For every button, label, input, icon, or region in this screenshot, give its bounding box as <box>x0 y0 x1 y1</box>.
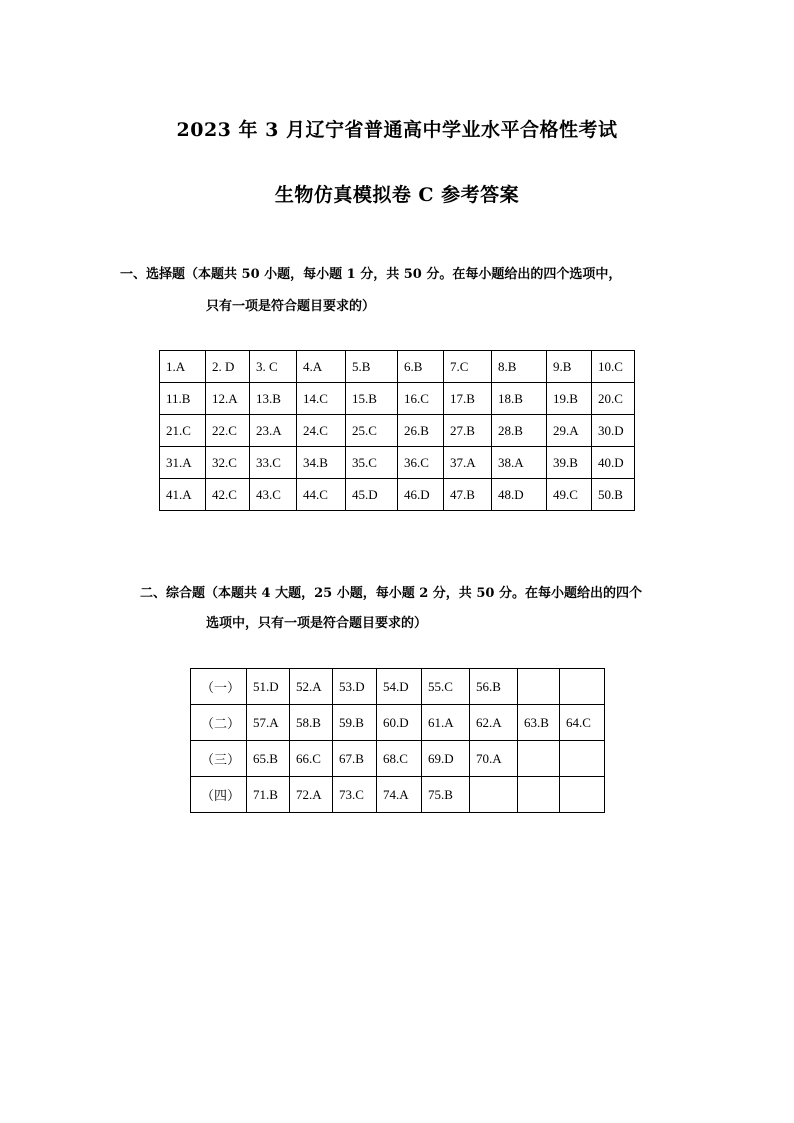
answer-cell: 44.C <box>297 479 346 511</box>
answer-cell: 75.B <box>422 777 470 813</box>
table-row <box>191 741 605 777</box>
answer-cell: 38.A <box>492 447 547 479</box>
answer-cell: 13.B <box>250 383 297 415</box>
section1-heading-line2: 只有一项是符合题目要求的） <box>206 299 376 314</box>
answer-cell: 15.B <box>346 383 398 415</box>
answer-cell: 36.C <box>398 447 444 479</box>
answer-cell: 12.A <box>206 383 250 415</box>
table-row <box>160 383 635 415</box>
answer-cell: 29.A <box>547 415 592 447</box>
answer-cell: 4.A <box>297 351 346 383</box>
answer-cell: 68.C <box>377 741 422 777</box>
answer-cell: 2. D <box>206 351 250 383</box>
answer-cell: 40.D <box>592 447 635 479</box>
answer-cell: 26.B <box>398 415 444 447</box>
group-label: （一） <box>191 669 247 705</box>
answer-cell <box>560 669 605 705</box>
answer-cell: 66.C <box>290 741 333 777</box>
answer-cell <box>518 777 560 813</box>
answer-cell: 34.B <box>297 447 346 479</box>
answer-cell: 72.A <box>290 777 333 813</box>
comprehensive-answer-table <box>190 668 605 813</box>
answer-cell: 43.C <box>250 479 297 511</box>
table-row <box>160 479 635 511</box>
answer-cell: 16.C <box>398 383 444 415</box>
answer-cell: 22.C <box>206 415 250 447</box>
answer-cell: 17.B <box>444 383 492 415</box>
table-row <box>160 447 635 479</box>
answer-cell: 11.B <box>160 383 206 415</box>
answer-cell <box>518 669 560 705</box>
answer-cell: 65.B <box>247 741 290 777</box>
answer-cell: 14.C <box>297 383 346 415</box>
section2-heading-line1: 二、综合题（本题共 4 大题，25 小题，每小题 2 分，共 50 分。在每小题给出的四个 <box>140 586 642 601</box>
answer-cell: 60.D <box>377 705 422 741</box>
answer-cell: 62.A <box>470 705 518 741</box>
answer-cell: 3. C <box>250 351 297 383</box>
answer-cell: 8.B <box>492 351 547 383</box>
answer-cell: 1.A <box>160 351 206 383</box>
answer-cell: 45.D <box>346 479 398 511</box>
answer-cell: 24.C <box>297 415 346 447</box>
table-row <box>191 669 605 705</box>
answer-cell: 30.D <box>592 415 635 447</box>
answer-cell: 41.A <box>160 479 206 511</box>
section1-heading-line1: 一、选择题（本题共 50 小题，每小题 1 分，共 50 分。在每小题给出的四个选项中， <box>120 267 622 282</box>
answer-cell: 71.B <box>247 777 290 813</box>
answer-cell: 46.D <box>398 479 444 511</box>
document-title-line2: 生物仿真模拟卷 C 参考答案 <box>274 184 520 206</box>
answer-cell: 35.C <box>346 447 398 479</box>
section2-heading-line2: 选项中，只有一项是符合题目要求的） <box>206 616 428 631</box>
answer-cell: 21.C <box>160 415 206 447</box>
multiple-choice-answer-table <box>159 350 635 511</box>
answer-cell: 32.C <box>206 447 250 479</box>
answer-cell: 10.C <box>592 351 635 383</box>
answer-cell: 51.D <box>247 669 290 705</box>
answer-cell: 7.C <box>444 351 492 383</box>
document-title-line1: 2023 年 3 月辽宁省普通高中学业水平合格性考试 <box>176 119 618 141</box>
answer-cell: 23.A <box>250 415 297 447</box>
table-row <box>191 705 605 741</box>
answer-cell: 57.A <box>247 705 290 741</box>
answer-cell <box>560 741 605 777</box>
group-label: （二） <box>191 705 247 741</box>
answer-cell: 20.C <box>592 383 635 415</box>
group-label: （三） <box>191 741 247 777</box>
answer-cell: 74.A <box>377 777 422 813</box>
answer-cell: 52.A <box>290 669 333 705</box>
answer-cell: 6.B <box>398 351 444 383</box>
answer-cell: 47.B <box>444 479 492 511</box>
answer-cell: 25.C <box>346 415 398 447</box>
table-row <box>191 777 605 813</box>
answer-cell: 54.D <box>377 669 422 705</box>
answer-cell: 48.D <box>492 479 547 511</box>
answer-cell: 69.D <box>422 741 470 777</box>
answer-cell: 37.A <box>444 447 492 479</box>
answer-cell: 39.B <box>547 447 592 479</box>
answer-cell: 9.B <box>547 351 592 383</box>
answer-cell: 50.B <box>592 479 635 511</box>
answer-cell: 27.B <box>444 415 492 447</box>
answer-cell: 73.C <box>333 777 377 813</box>
group-label: （四） <box>191 777 247 813</box>
answer-cell: 18.B <box>492 383 547 415</box>
answer-cell: 19.B <box>547 383 592 415</box>
answer-cell: 61.A <box>422 705 470 741</box>
answer-cell: 5.B <box>346 351 398 383</box>
answer-cell: 33.C <box>250 447 297 479</box>
answer-cell: 42.C <box>206 479 250 511</box>
answer-cell: 64.C <box>560 705 605 741</box>
answer-cell: 49.C <box>547 479 592 511</box>
answer-cell: 28.B <box>492 415 547 447</box>
answer-cell: 70.A <box>470 741 518 777</box>
table-row <box>160 415 635 447</box>
answer-cell: 55.C <box>422 669 470 705</box>
table-row <box>160 351 635 383</box>
answer-cell: 63.B <box>518 705 560 741</box>
answer-cell <box>518 741 560 777</box>
answer-cell: 53.D <box>333 669 377 705</box>
answer-cell: 58.B <box>290 705 333 741</box>
answer-cell: 59.B <box>333 705 377 741</box>
answer-cell: 56.B <box>470 669 518 705</box>
answer-cell <box>470 777 518 813</box>
answer-cell: 67.B <box>333 741 377 777</box>
answer-cell: 31.A <box>160 447 206 479</box>
answer-cell <box>560 777 605 813</box>
